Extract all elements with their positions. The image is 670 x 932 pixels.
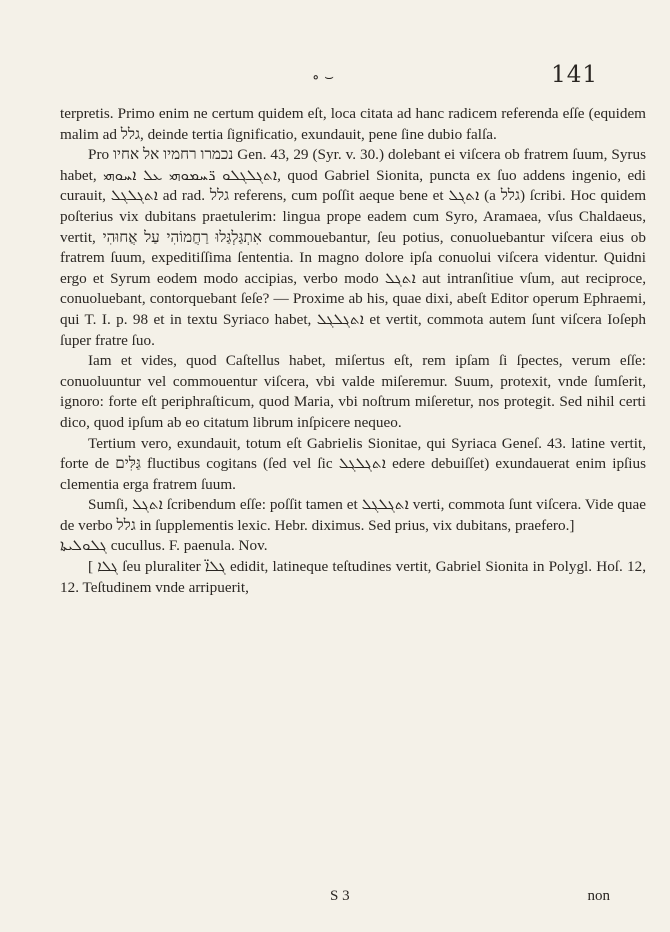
text-body xyxy=(60,104,646,598)
paragraph-testudines: [ ܓܠܐ ſeu pluraliter ܓܠܐ̈ edidit, latineque teſtudines vertit, Gabriel Sionita in Polygl. Hoſ. 12, 12. Teſtudinem vnde arripuerit, xyxy=(60,558,646,596)
signature-mark: S 3 xyxy=(330,888,350,904)
paragraph-tertium: Tertium vero, exundauit, totum eſt Gabrielis Sionitae, qui Syriaca Geneſ. 43. latine vertit, forte de גַּלִּים fluctibus cogitans (ſed vel ſic ܐܬܓܠܓܠ edere debuiſſet) exundauerat enim ipſius clementia erga fratrem ſuum. xyxy=(60,434,646,493)
paragraph-continuation: terpretis. Primo enim ne certum quidem eſt, loca citata ad hanc radicem referenda eſſe (equidem malim ad גלל, deinde tertia ſignificatio, exundauit, pene ſine dubio falſa. xyxy=(60,105,646,143)
paragraph-sumsi: Sumſi, ܐܬܓܠ ſcribendum eſſe: poſſit tamen et ܐܬܓܠܓܠ verti, commota ſunt viſcera. Vide quae de verbo גלל in ſupplementis lexic. Hebr. diximus. Sed prius, vix dubitans, praefero.] xyxy=(60,496,646,534)
running-head xyxy=(0,60,670,100)
head-ornament: ∘ ⌣ xyxy=(312,68,334,86)
page-number: 141 xyxy=(551,62,598,88)
paragraph-castellus: Iam et vides, quod Caſtellus habet, miſertus eſt, rem ipſam ſi ſpectes, verum eſſe: conuoluuntur vel commouentur viſcera, vbi valde miſeremur. Suum, protexit, vnde ſumſerit, ignoro: forte eſt periphraſticum, quod Maria, vbi noſtrum miſeretur, nos protegit. Sed nihil certi dico, quod ipſum ab eo citatum librum inſpicere nequeo. xyxy=(60,352,646,431)
catchword: non xyxy=(587,888,610,904)
page-footer xyxy=(0,888,670,912)
entry-cucullus: ܓܠܘܠܝܬܐ cucullus. F. paenula. Nov. xyxy=(60,537,268,555)
paragraph-gen43: Pro נכמרו רחמיו אל אחיו Gen. 43, 29 (Syr. v. 30.) dolebant ei viſcera ob fratrem ſuum, Syrus habet, ܐܬܓܠܓܠܘ ܪ̈ܚܡܘܗܝ ܥܠ ܐܚܘܗܝ, quod Gabriel Sionita, puncta ex ſuo addens ingenio, edi curauit, ܐܬܓܠܓܠ ad rad. גלל referens, cum poſſit aeque bene et ܐܬܓܠ (a גלל) ſcribi. Hoc quidem poſterius vix dubitans praetulerim: lingua prope eadem cum Syro, Aramaea, vſus Chaldaeus, vertit, אִתְגַּלְגַּלוּ רַחֲמוֹהִי עַל אֲחוּהִי commouebantur, ſeu potius, conuoluebantur viſcera eius ob fratrem ſuum, expeditiſſima ſententia. In magno dolore ipſa conuolui viſcera videntur. Quidni ergo et Syrum eodem modo accipias, verbo modo ܐܬܓܠ aut intranſitiue vſum, aut reciproce, conuoluebant, contorquebant ſeſe? — Proxime ab his, quae dixi, abeſt Editor operum Ephraemi, qui T. I. p. 98 et in textu Syriaco habet, ܐܬܓܠܓܠ et vertit, commota autem ſunt viſcera Ioſeph ſuper fratre ſuo. xyxy=(60,146,647,349)
